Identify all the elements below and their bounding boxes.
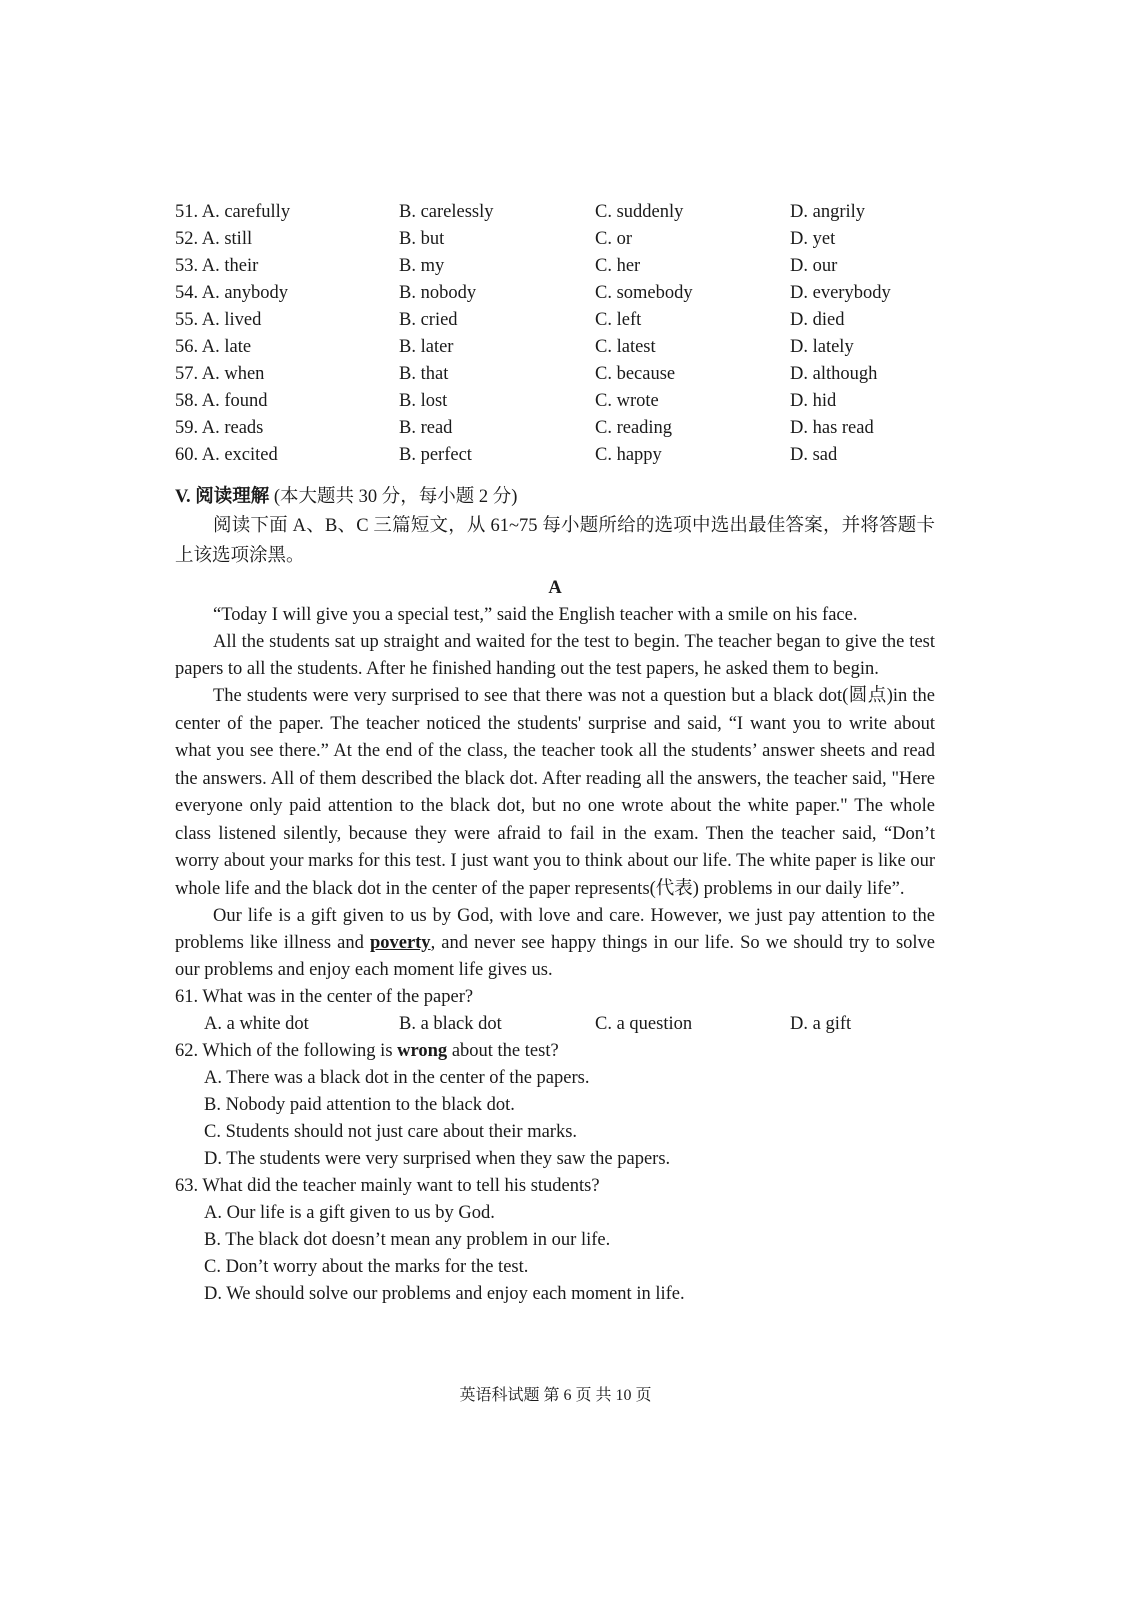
cloze-option: 52. A. still [175,229,253,249]
section-title: V. 阅读理解 [175,487,270,507]
option: C. Students should not just care about their marks. [204,1122,578,1142]
cloze-option: D. sad [790,445,838,465]
passage-paragraph [175,903,935,984]
cloze-row [175,415,935,442]
cloze-option: C. or [595,229,632,249]
cloze-option: C. her [595,256,641,276]
cloze-option: B. read [399,418,453,438]
cloze-option: D. angrily [790,202,866,222]
option: B. The black dot doesn’t mean any problem in our life. [204,1230,611,1250]
cloze-option: D. everybody [790,283,891,303]
option: D. The students were very surprised when they saw the papers. [204,1149,671,1169]
cloze-option: B. lost [399,391,448,411]
cloze-row [175,226,935,253]
emphasis: wrong [397,1041,448,1061]
page-footer: 英语科试题 第 6 页 共 10 页 [459,1387,652,1404]
text: , and never see happy things in our life. So we should try to solve our problems and enjoy each moment life gives us. [175,933,936,980]
question-61: 61. What was in the center of the paper? [175,987,474,1007]
cloze-option: C. happy [595,445,662,465]
cloze-row [175,388,935,415]
cloze-row [175,334,935,361]
cloze-option: 54. A. anybody [175,283,289,303]
cloze-option: B. later [399,337,454,357]
cloze-option: D. lately [790,337,854,357]
passage-paragraph: The students were very surprised to see that there was not a question but a black dot(圆点)in the center of the paper. The teacher noticed the students' surprise and said, “I want you to write about what you see there.” At the end of the class, the teacher took all the students’ answer sheets and read the answers. All of them described the black dot. After reading all the answers, the teacher said, "Here everyone only paid attention to the black dot, but no one wrote about the white paper." The whole class listened silently, because they were afraid to fail in the exam. Then the teacher said, “Don’t worry about your marks for this test. I just want you to think about our life. The white paper is like our whole life and the black dot in the center of the paper represents(代表) problems in our daily life”. [175,686,935,899]
cloze-option: 58. A. found [175,391,268,411]
cloze-row [175,442,935,469]
option: C. Don’t worry about the marks for the test. [204,1257,529,1277]
cloze-row [175,361,935,388]
cloze-option: 57. A. when [175,364,265,384]
cloze-option: B. that [399,364,449,384]
cloze-row [175,307,935,334]
passage-a [175,575,935,1308]
cloze-option: C. wrote [595,391,659,411]
question-63: 63. What did the teacher mainly want to tell his students? [175,1176,600,1196]
cloze-option: D. has read [790,418,874,438]
cloze-option: B. my [399,256,445,276]
question-62 [175,1038,935,1065]
option: B. a black dot [399,1014,502,1034]
cloze-option: B. carelessly [399,202,494,222]
section-points: (本大题共 30 分，每小题 2 分) [273,487,518,507]
text: 62. Which of the following is [175,1041,398,1061]
cloze-option: D. died [790,310,845,330]
cloze-option: B. cried [399,310,458,330]
text: about the test? [447,1041,559,1061]
cloze-option: 55. A. lived [175,310,262,330]
option: A. There was a black dot in the center of the papers. [204,1068,590,1088]
cloze-option: C. somebody [595,283,693,303]
cloze-row [175,253,935,280]
passage-label: A [548,578,562,598]
option: D. We should solve our problems and enjoy each moment in life. [204,1284,685,1304]
text: Our life is a gift given to us by God, with love and care. However, we just pay attention to the problems like illness and [175,906,935,953]
cloze-option: C. left [595,310,642,330]
section-header [175,484,935,571]
cloze-row [175,199,935,226]
passage-paragraph: All the students sat up straight and waited for the test to begin. The teacher began to give the test papers to all the students. After he finished handing out the test papers, he asked them to begin. [175,632,935,679]
cloze-option: C. latest [595,337,656,357]
cloze-option: 56. A. late [175,337,252,357]
cloze-option: 51. A. carefully [175,202,291,222]
cloze-option: 60. A. excited [175,445,278,465]
cloze-option: D. yet [790,229,836,249]
cloze-option: C. because [595,364,676,384]
option: B. Nobody paid attention to the black dot. [204,1095,515,1115]
cloze-row [175,280,935,307]
option: C. a question [595,1014,693,1034]
cloze-option: B. perfect [399,445,472,465]
section-instruction: 阅读下面 A、B、C 三篇短文，从 61~75 每小题所给的选项中选出最佳答案，并将答题卡上该选项涂黑。 [175,516,935,566]
cloze-option: 53. A. their [175,256,259,276]
question-61-options [175,1011,935,1038]
cloze-option: C. suddenly [595,202,684,222]
cloze-options [175,199,935,469]
cloze-option: D. although [790,364,878,384]
cloze-option: C. reading [595,418,673,438]
keyword-poverty: poverty [369,933,431,953]
cloze-option: D. our [790,256,838,276]
cloze-option: D. hid [790,391,837,411]
option: D. a gift [790,1014,852,1034]
option: A. Our life is a gift given to us by God. [204,1203,495,1223]
option: A. a white dot [204,1014,309,1034]
passage-paragraph: “Today I will give you a special test,” said the English teacher with a smile on his face. [213,605,858,625]
cloze-option: 59. A. reads [175,418,264,438]
cloze-option: B. but [399,229,445,249]
cloze-option: B. nobody [399,283,477,303]
